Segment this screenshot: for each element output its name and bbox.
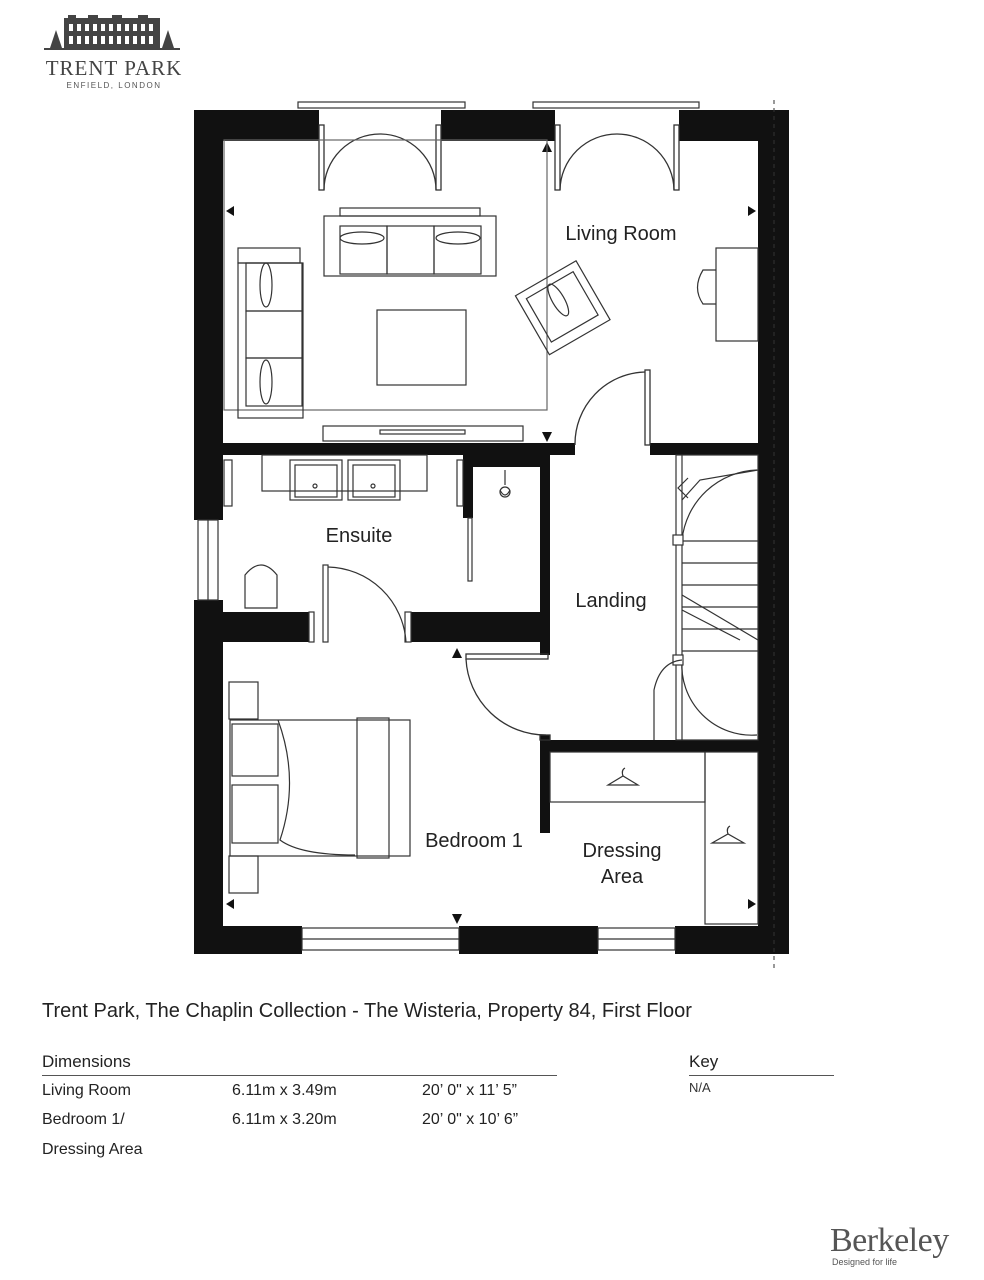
dimension-metric: 6.11m x 3.20m	[232, 1111, 337, 1128]
plan-title: Trent Park, The Chaplin Collection - The Wisteria, Property 84, First Floor	[42, 1000, 692, 1022]
stairs	[654, 455, 758, 740]
key-value: N/A	[689, 1080, 711, 1095]
room-label-landing: Landing	[575, 590, 647, 612]
berkeley-logo: Berkeley	[830, 1222, 949, 1259]
living-door	[575, 370, 650, 445]
dimension-room: Bedroom 1/	[42, 1111, 125, 1128]
room-label-dressing: Dressing	[582, 840, 662, 862]
dimension-imperial: 20’ 0" x 11’ 5”	[422, 1082, 517, 1099]
brand-name: TRENT PARK	[45, 56, 183, 80]
dimension-room: Living Room	[42, 1082, 131, 1099]
room-label-bedroom: Bedroom 1	[425, 830, 523, 852]
key-heading: Key	[689, 1052, 834, 1076]
dimension-room: Dressing Area	[42, 1141, 143, 1158]
berkeley-tagline: Designed for life	[832, 1257, 898, 1267]
dimension-metric: 6.11m x 3.49m	[232, 1082, 337, 1099]
living-furniture	[224, 140, 758, 441]
room-label-living: Living Room	[565, 223, 677, 245]
bedroom-door	[466, 654, 550, 740]
room-label-ensuite: Ensuite	[325, 525, 393, 547]
bedroom-furniture	[229, 682, 758, 924]
brand-location: ENFIELD, LONDON	[66, 81, 162, 90]
dimensions-heading: Dimensions	[42, 1052, 557, 1076]
dimension-imperial: 20’ 0" x 10’ 6”	[422, 1111, 519, 1128]
room-label-dressing-area: Area	[600, 866, 644, 888]
